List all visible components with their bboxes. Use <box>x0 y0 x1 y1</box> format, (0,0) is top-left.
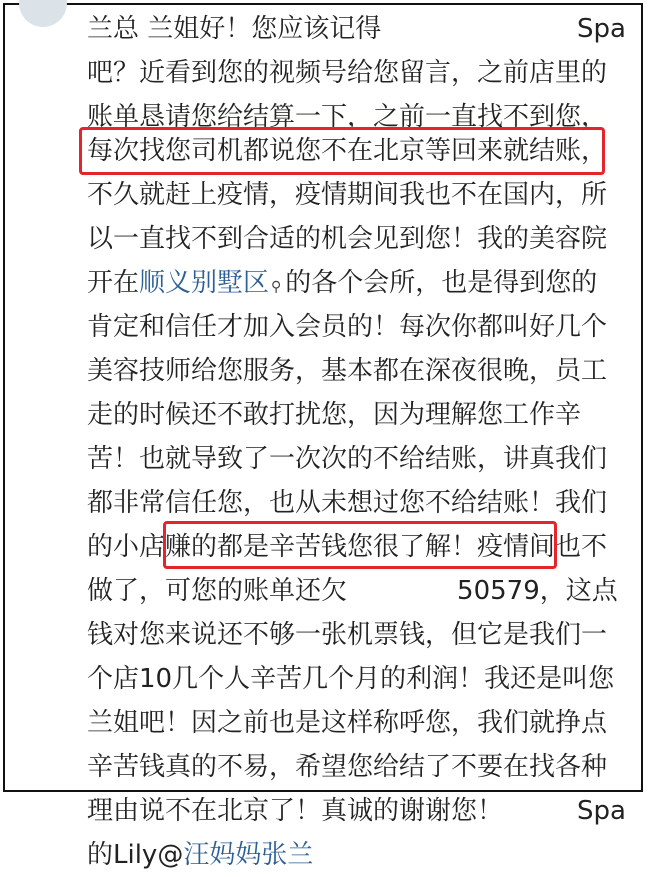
location-link[interactable]: 顺义别墅区 <box>139 268 270 298</box>
message-line-20: 的Lily@汪妈妈张兰 <box>87 840 314 870</box>
redaction-mask <box>393 9 567 47</box>
message-line-8: 肯定和信任才加入会员的！每次你都叫好几个 <box>87 312 608 342</box>
highlight-box-bill <box>163 521 557 569</box>
avatar <box>19 0 67 27</box>
message-line-19: 理由说不在北京了！真诚的谢谢您！ <box>87 796 504 826</box>
message-line-16: 个店10几个人辛苦几个月的利润！我还是叫您 <box>87 664 615 694</box>
mention-link[interactable]: 汪妈妈张兰 <box>183 840 314 870</box>
spa-label-top: Spa <box>577 14 626 44</box>
message-line-3: 账单恳请您给结算一下，之前一直找不到您， <box>87 102 608 132</box>
message-line-2: 吧？近看到您的视频号给您留言，之前店里的 <box>87 58 608 88</box>
message-line-18: 辛苦钱真的不易，希望您给结了不要在找各种 <box>87 752 608 782</box>
message-line-10: 走的时候还不敢打扰您，因为理解您工作辛 <box>87 400 582 430</box>
message-line-6: 以一直找不到合适的机会见到您！我的美容院 <box>87 224 608 254</box>
message-line-17: 兰姐吧！因之前也是这样称呼您，我们就挣点 <box>87 708 608 738</box>
message-line-13: 的小店赚的都是辛苦钱您很了解！疫情间也不 <box>87 532 608 562</box>
message-line-15: 钱对您来说还不够一张机票钱，但它是我们一 <box>87 620 608 650</box>
message-line-4: 每次找您司机都说您不在北京等回来就结账， <box>87 136 608 166</box>
message-card <box>3 3 643 870</box>
spa-label-bottom: Spa <box>577 796 626 826</box>
message-line-11: 苦！也就导致了一次次的不给结账，讲真我们 <box>87 444 608 474</box>
message-line-5: 不久就赶上疫情，疫情期间我也不在国内，所 <box>87 180 608 210</box>
message-line-12: 都非常信任您，也从未想过您不给结账！我们 <box>87 488 608 518</box>
search-icon[interactable]: ⚲ <box>271 279 282 295</box>
message-line-14: 做了，可您的账单还欠 50579，这点 <box>87 576 618 606</box>
message-line-9: 美容技师给您服务，基本都在深夜很晚，员工 <box>87 356 608 386</box>
message-line-1: 兰总 兰姐好！您应该记得 <box>87 14 382 44</box>
message-line-7: 开在顺义别墅区 ⚲ 的各个会所，也是得到您的 <box>87 261 597 305</box>
